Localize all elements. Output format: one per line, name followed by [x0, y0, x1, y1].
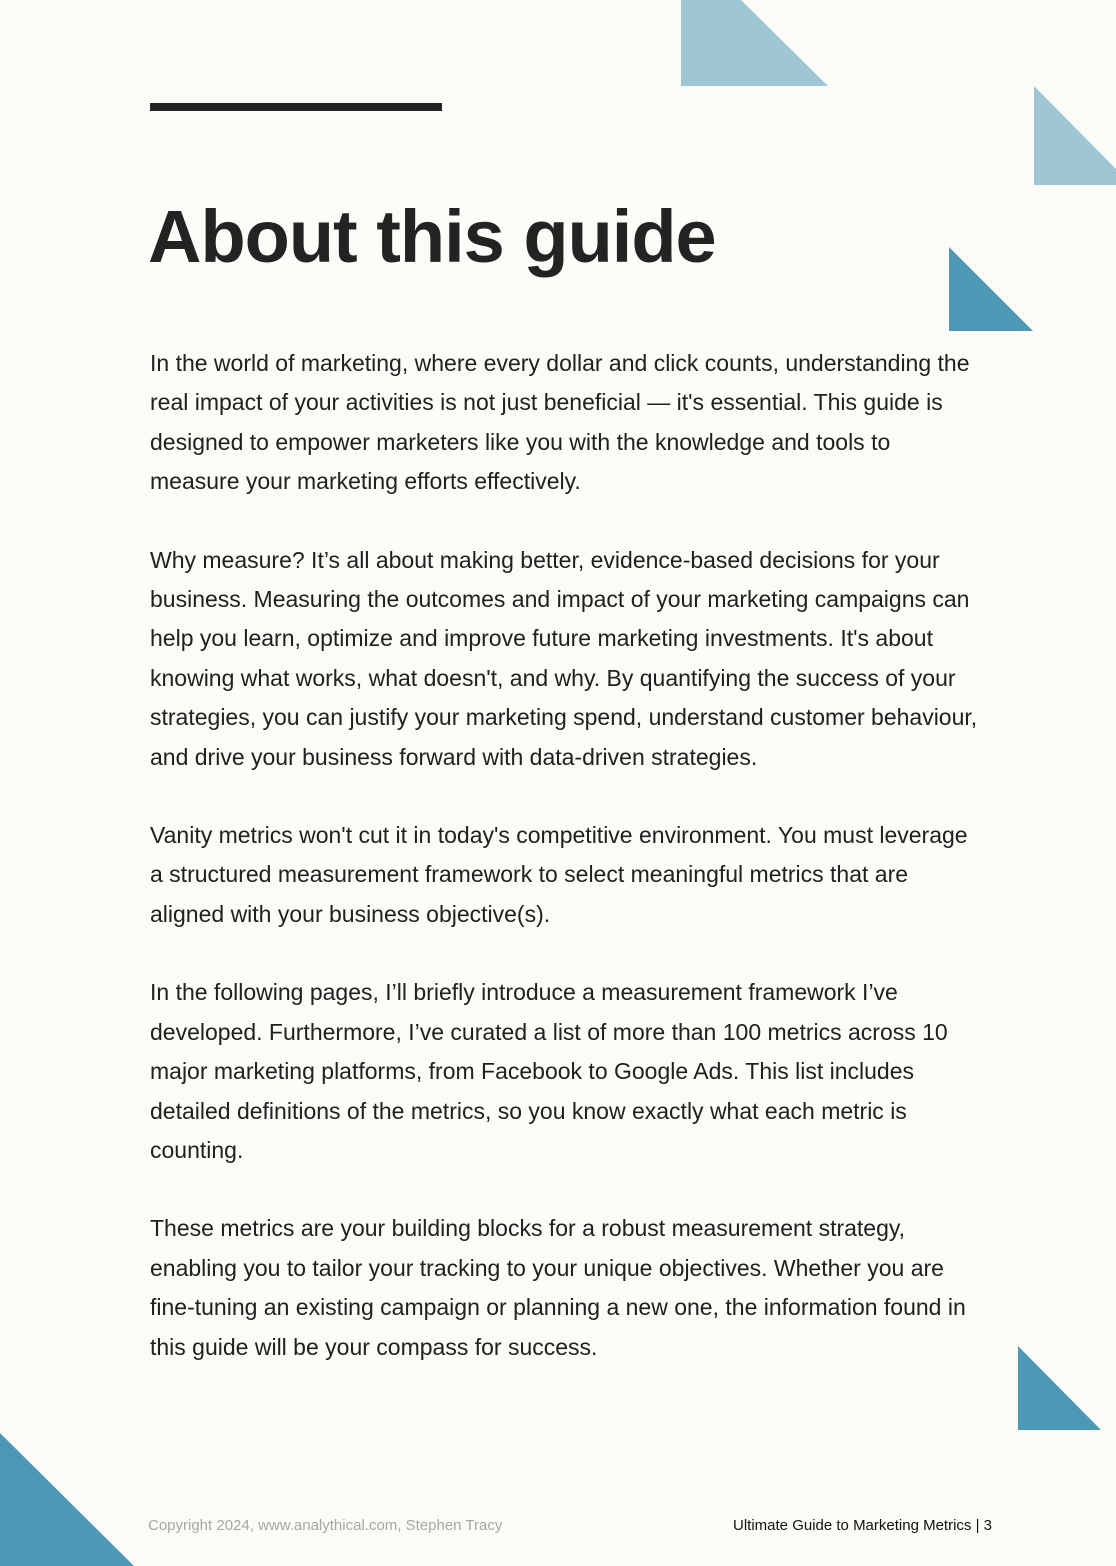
paragraph-4: In the following pages, I’ll briefly introduce a measurement framework I’ve developed. Furthermore, I’ve curated a list of more than 100 metrics across 10 major marketing platforms, from Facebook to Google Ads. This list includes detailed definitions of the metrics, so you know exactly what each metric is counting.: [150, 979, 948, 1163]
paragraph-2: Why measure? It’s all about making better, evidence-based decisions for your business. Measuring the outcomes and impact of your marketing campaigns can help you learn, optimize and improve future marketing investments. It's about knowing what works, what doesn't, and why. By quantifying the success of your strategies, you can justify your marketing spend, understand customer behaviour, and drive your business forward with data-driven strategies.: [150, 546, 978, 770]
page-title: About this guide: [148, 195, 716, 278]
footer-page-label: Ultimate Guide to Marketing Metrics | 3: [733, 1517, 992, 1534]
dark-blue-triangle-right-lower: [1018, 1346, 1101, 1430]
paragraph-1: In the world of marketing, where every dollar and click counts, understanding the real impact of your activities is not just beneficial — it's essential. This guide is designed to empower marketers like you with the knowledge and tools to measure your marketing efforts effectively.: [150, 350, 970, 495]
footer-copyright: Copyright 2024, www.analythical.com, Stephen Tracy: [148, 1517, 503, 1534]
dark-blue-triangle-bottom-left: [0, 1433, 134, 1566]
paragraph-5: These metrics are your building blocks for a robust measurement strategy, enabling you to tailor your tracking to your unique objectives. Whether you are fine-tuning an existing campaign or planning a new one, the information found in this guide will be your compass for success.: [150, 1215, 966, 1360]
paragraph-3: Vanity metrics won't cut it in today's competitive environment. You must leverage a structured measurement framework to select meaningful metrics that are aligned with your business objective(s).: [150, 822, 968, 927]
dark-blue-triangle-right-upper: [949, 247, 1033, 331]
light-blue-triangle-top: [681, 0, 828, 86]
light-blue-triangle-right: [1034, 86, 1116, 185]
body-copy: [150, 344, 982, 1406]
top-rule: [150, 103, 442, 111]
